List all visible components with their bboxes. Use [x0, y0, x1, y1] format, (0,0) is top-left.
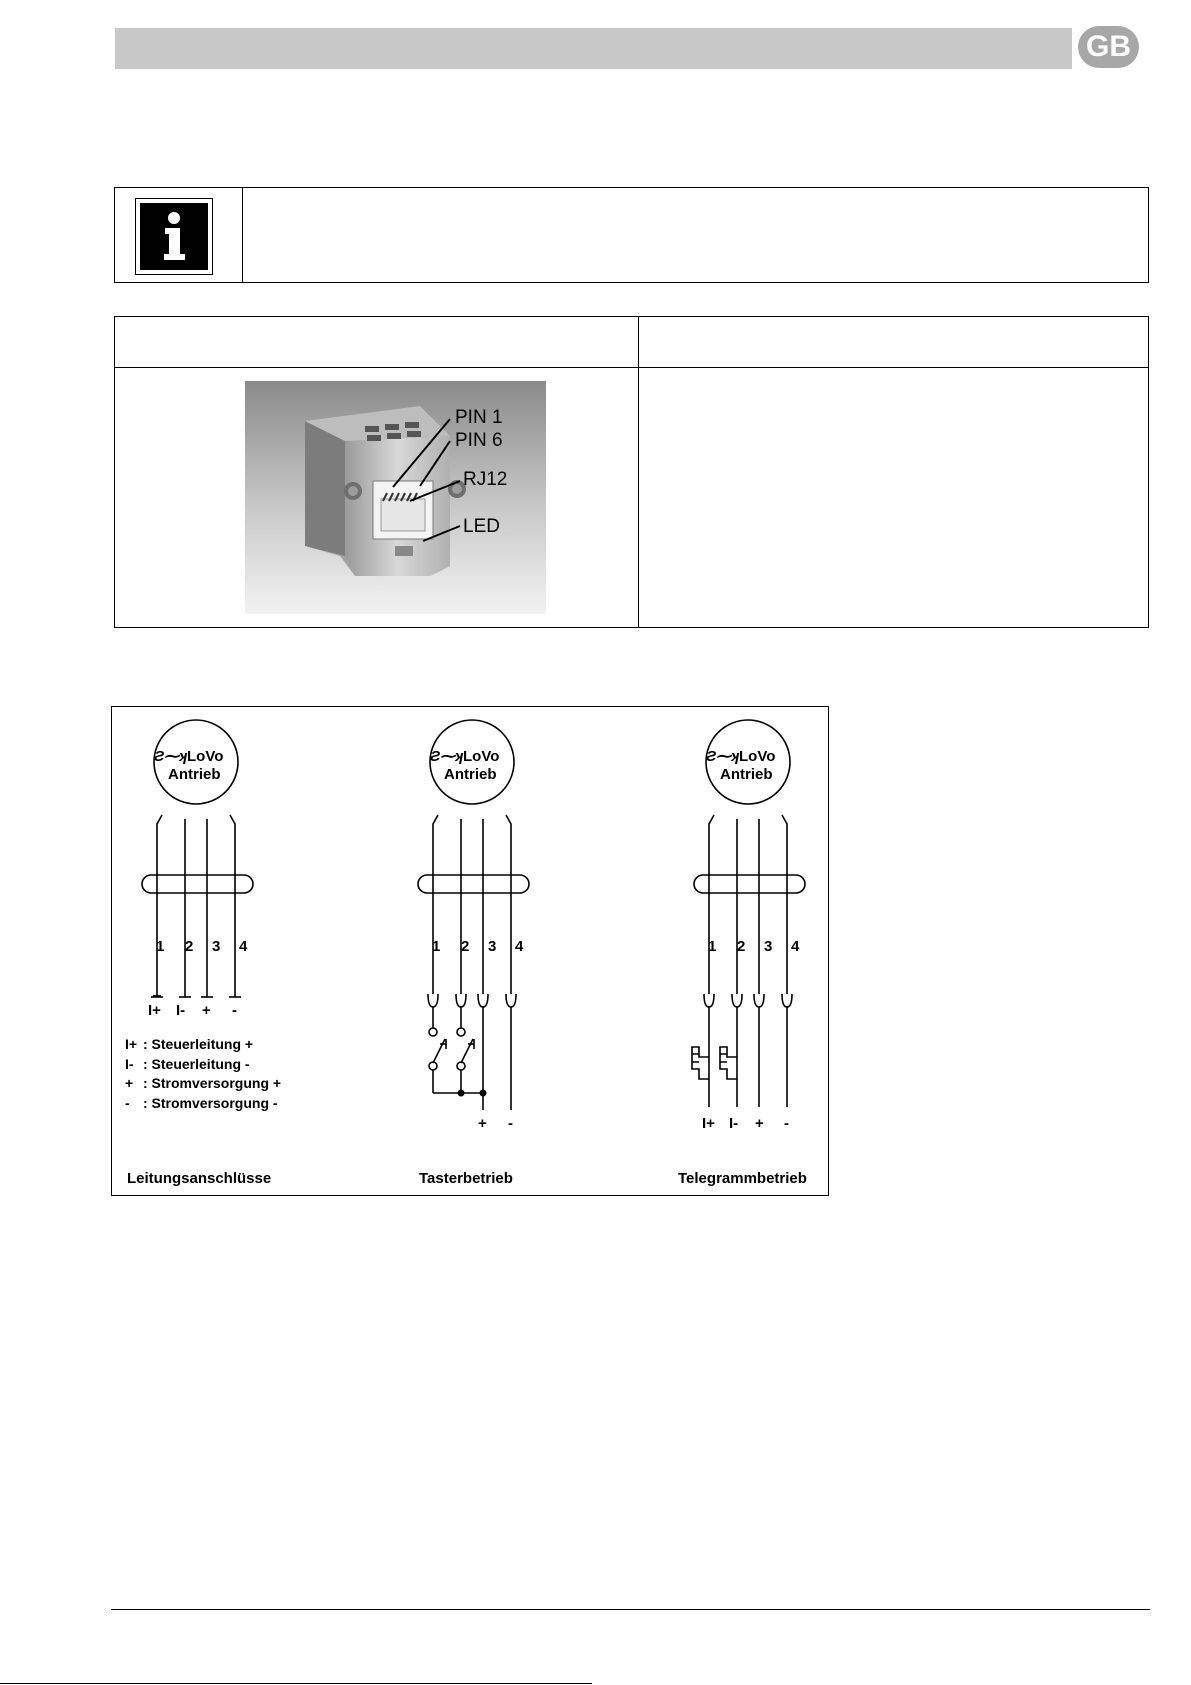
svg-text:Antrieb: Antrieb — [444, 766, 497, 783]
svg-text:-: - — [232, 1002, 237, 1019]
pin6-label: PIN 6 — [455, 430, 503, 451]
svg-text:: Steuerleitung +: : Steuerleitung + — [143, 1036, 254, 1052]
svg-text:I-: I- — [176, 1002, 186, 1019]
header-bar — [115, 28, 1072, 69]
svg-text:LoVo: LoVo — [463, 748, 500, 765]
svg-text:2: 2 — [737, 938, 746, 955]
svg-text:4: 4 — [515, 938, 524, 955]
svg-text:1: 1 — [708, 938, 717, 955]
panel-2-caption: Tasterbetrieb — [419, 1170, 513, 1187]
table-header-divider — [115, 367, 1148, 368]
svg-text:3: 3 — [764, 938, 773, 955]
bottom-rule — [0, 1683, 592, 1684]
wiring-diagram — [111, 706, 829, 1196]
panel-2-terminals — [478, 1115, 513, 1132]
pin1-label: PIN 1 — [455, 407, 503, 428]
svg-text:LoVo: LoVo — [739, 748, 776, 765]
wiring-diagram-svg — [112, 707, 830, 1197]
svg-text:-: - — [508, 1115, 513, 1132]
led-label: LED — [463, 516, 500, 537]
svg-text:Ƨ⁓ʞ: Ƨ⁓ʞ — [430, 748, 464, 765]
panel-1-terminals — [148, 1002, 237, 1019]
panel-3-caption: Telegrammbetrieb — [678, 1170, 807, 1187]
svg-text:2: 2 — [461, 938, 470, 955]
svg-text:3: 3 — [212, 938, 221, 955]
panel-2-motor-label — [430, 748, 499, 783]
svg-text:4: 4 — [791, 938, 800, 955]
svg-text:I-: I- — [729, 1115, 739, 1132]
svg-text:+: + — [202, 1002, 211, 1019]
svg-text:Antrieb: Antrieb — [720, 766, 773, 783]
panel-3-terminals — [702, 1115, 789, 1132]
svg-text:-: - — [784, 1115, 789, 1132]
svg-text:I+: I+ — [125, 1036, 138, 1052]
svg-text:: Steuerleitung -: : Steuerleitung - — [143, 1056, 250, 1072]
language-badge: GB — [1078, 26, 1139, 68]
svg-text:Ƨ⁓ʞ: Ƨ⁓ʞ — [154, 748, 188, 765]
svg-text:I-: I- — [125, 1056, 134, 1072]
svg-text:2: 2 — [185, 938, 194, 955]
svg-text:1: 1 — [156, 938, 165, 955]
svg-text:I+: I+ — [148, 1002, 161, 1019]
svg-text:3: 3 — [488, 938, 497, 955]
svg-text:LoVo: LoVo — [187, 748, 224, 765]
panel-1-motor-label — [154, 748, 223, 783]
svg-text:Ƨ⁓ʞ: Ƨ⁓ʞ — [706, 748, 740, 765]
svg-text:+: + — [755, 1115, 764, 1132]
rj12-label: RJ12 — [463, 469, 508, 490]
svg-text:I+: I+ — [702, 1115, 715, 1132]
rj12-module-photo — [245, 381, 546, 614]
svg-text:+: + — [478, 1115, 487, 1132]
table-column-divider — [638, 317, 639, 627]
svg-text:: Stromversorgung -: : Stromversorgung - — [143, 1095, 278, 1111]
svg-text:-: - — [125, 1095, 130, 1111]
panel-1-legend — [125, 1036, 281, 1111]
svg-text:: Stromversorgung +: : Stromversorgung + — [143, 1075, 282, 1091]
svg-text:1: 1 — [432, 938, 441, 955]
svg-text:4: 4 — [239, 938, 248, 955]
pin-table — [114, 316, 1149, 628]
info-box — [114, 187, 1149, 283]
panel-3-motor-label — [706, 748, 775, 783]
svg-text:Antrieb: Antrieb — [168, 766, 221, 783]
info-icon-cell — [115, 188, 243, 282]
panel-1-caption: Leitungsanschlüsse — [127, 1170, 272, 1187]
info-icon — [135, 198, 213, 275]
svg-text:+: + — [125, 1075, 134, 1091]
footer-rule — [111, 1609, 1150, 1610]
